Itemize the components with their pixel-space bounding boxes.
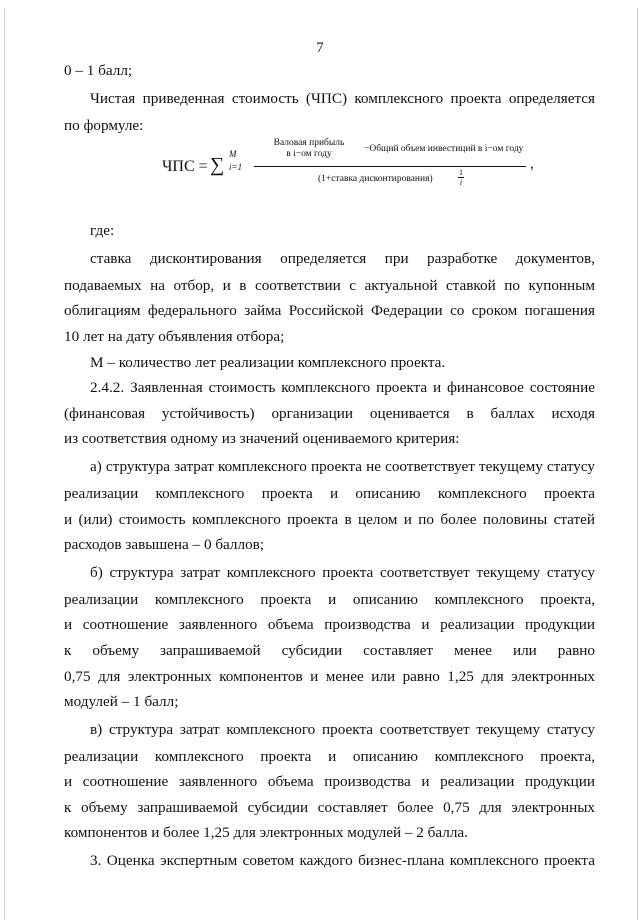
exponent-denominator: i [459, 178, 463, 188]
text-line: Чистая приведенная стоимость (ЧПС) комплексного проекта определяется [90, 89, 595, 107]
formula-denominator: (1+ставка дисконтирования) [318, 174, 433, 185]
formula-numerator-investment: −Общий объем инвестиций в i−ом году [364, 144, 524, 155]
sum-symbol: ∑ [210, 154, 225, 177]
sum-limits [229, 148, 242, 174]
text-line: 0,75 для электронных компонентов и менее или равно 1,25 для электронных [64, 667, 595, 685]
text-line: (финансовая устойчивость) организации оценивается в баллах исходя [64, 404, 595, 422]
document-body [64, 58, 595, 875]
npv-formula [64, 138, 595, 218]
text-line: М – количество лет реализации комплексного проекта. [90, 353, 446, 371]
text-line: по формуле: [64, 116, 144, 134]
exponent-numerator: 1 [459, 168, 463, 178]
text-line: подаваемых на отбор, и в соответствии с актуальной ставкой по купонным [64, 276, 595, 294]
formula-comma: , [530, 156, 534, 173]
text-line: и (или) стоимость комплексного проекта в целом и по более половины статей [64, 510, 595, 528]
text-line: 2.4.2. Заявленная стоимость комплексного проекта и финансовое состояние [90, 379, 595, 397]
text-line: модулей – 1 балл; [64, 693, 179, 711]
formula-numerator-gross-profit [256, 138, 362, 160]
text-line: а) структура затрат комплексного проекта не соответствует текущему статусу [90, 457, 595, 475]
text-line: 0 – 1 балл; [64, 62, 133, 79]
text-line: расходов завышена – 0 баллов; [64, 536, 265, 554]
text-line: в) структура затрат комплексного проекта соответствует текущему статусу [90, 720, 595, 738]
numerator-line: в i−ом году [286, 149, 332, 160]
page-number: 7 [316, 40, 324, 56]
formula-lhs: ЧПС = [162, 158, 208, 176]
text-line: 10 лет на дату объявления отбора; [64, 327, 285, 345]
text-line: из соответствия одному из значений оцениваемого критерия: [64, 430, 460, 448]
text-line: к объему запрашиваемой субсидии составляет менее или равно [64, 641, 595, 659]
text-line: 3. Оценка экспертным советом каждого бизнес-плана комплексного проекта [90, 852, 595, 870]
fraction-bar [254, 166, 526, 167]
text-line: компонентов и более 1,25 для электронных модулей – 2 балла. [64, 824, 468, 842]
text-line: ставка дисконтирования определяется при разработке документов, [90, 249, 595, 267]
text-line: реализации комплексного проекта и описанию комплексного проекта, [64, 747, 595, 765]
text-line: к объему запрашиваемой субсидии составляет более 0,75 для электронных [64, 798, 595, 816]
formula-fraction [254, 138, 526, 208]
text-line: где: [90, 222, 115, 240]
formula-exponent [458, 168, 464, 187]
text-line: и соотношение заявленного объема производства и реализации продукции [64, 773, 595, 791]
sum-lower-limit: i=1 [229, 162, 243, 173]
text-line: и соотношение заявленного объема производства и реализации продукции [64, 616, 595, 634]
sum-upper-limit: M [229, 149, 237, 160]
numerator-line: Валовая прибыль [273, 138, 345, 149]
text-line: облигациям федерального займа Российской Федерации со сроком погашения [64, 302, 595, 320]
text-line: реализации комплексного проекта и описанию комплексного проекта, [64, 590, 595, 608]
text-line: реализации комплексного проекта и описанию комплексного проекта [64, 484, 595, 502]
text-line: б) структура затрат комплексного проекта соответствует текущему статусу [90, 563, 595, 581]
